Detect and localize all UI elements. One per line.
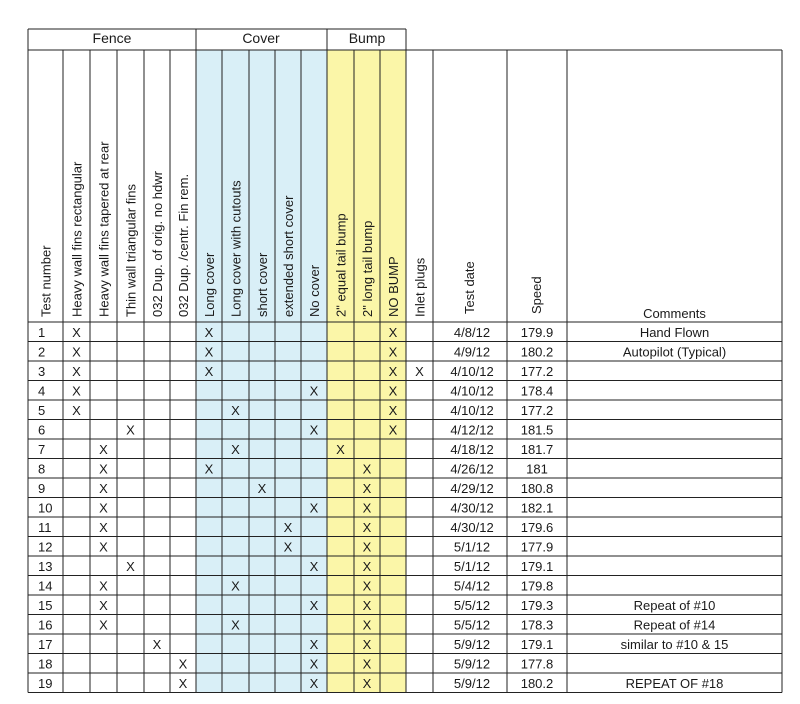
row-mark: X (362, 617, 372, 633)
row-mark: X (152, 637, 162, 652)
row-mark: X (99, 598, 108, 613)
row-mark: X (283, 520, 293, 535)
row-speed: 181.7 (520, 442, 554, 457)
row-test-number: 15 (38, 598, 53, 613)
row-test-date: 4/10/12 (450, 383, 494, 399)
row-speed: 179.9 (520, 325, 554, 340)
column-header-short-cover: short cover (255, 252, 270, 317)
column-header-equal-tail-bump: 2" equal tail bump (333, 213, 349, 317)
row-test-number: 11 (38, 520, 52, 535)
row-test-date: 4/18/12 (450, 442, 494, 457)
column-header-comments: Comments (643, 306, 706, 321)
row-speed: 179.8 (520, 578, 554, 594)
row-speed: 179.1 (520, 559, 554, 574)
column-header-test-date: Test date (462, 261, 477, 314)
row-test-number: 5 (38, 403, 46, 418)
row-mark: X (309, 500, 319, 516)
row-speed: 179.1 (520, 637, 554, 652)
row-mark: X (99, 539, 108, 555)
row-mark: X (99, 520, 108, 535)
row-mark: X (72, 383, 81, 399)
row-mark: X (388, 403, 398, 418)
column-header-dup-orig: 032 Dup. of orig. no hdwr (150, 171, 165, 317)
row-test-date: 4/29/12 (450, 481, 494, 496)
row-mark: X (72, 325, 81, 340)
row-test-number: 9 (38, 481, 46, 496)
row-test-date: 5/9/12 (453, 637, 491, 652)
row-mark: X (309, 383, 319, 399)
row-mark: X (99, 481, 108, 496)
group-fence-label: Fence (92, 30, 132, 46)
row-mark: X (362, 481, 372, 496)
column-header-long-tail-bump: 2" long tail bump (360, 220, 375, 317)
row-mark: X (204, 364, 214, 379)
row-mark: X (99, 617, 108, 633)
row-comment: REPEAT OF #18 (625, 676, 724, 691)
row-mark: X (362, 656, 372, 672)
row-speed: 181 (526, 461, 548, 477)
column-header-dup-centr: 032 Dup. /centr. Fin rem. (176, 173, 191, 317)
row-test-number: 8 (38, 461, 46, 477)
column-header-no-bump: NO BUMP (386, 256, 401, 317)
row-test-number: 3 (38, 364, 46, 379)
row-test-date: 5/4/12 (453, 578, 491, 594)
row-speed: 181.5 (520, 422, 554, 438)
row-mark: X (309, 598, 319, 613)
row-test-number: 6 (38, 422, 46, 438)
column-header-inlet-plugs: Inlet plugs (412, 257, 428, 317)
row-mark: X (362, 559, 372, 574)
row-mark: X (99, 442, 108, 457)
row-mark: X (309, 422, 319, 438)
row-speed: 177.9 (520, 539, 554, 555)
column-header-speed: Speed (529, 276, 544, 314)
row-test-number: 18 (38, 656, 53, 672)
row-speed: 180.2 (520, 344, 554, 360)
row-comment: Repeat of #14 (633, 617, 716, 633)
row-speed: 179.6 (520, 520, 554, 535)
row-test-date: 5/9/12 (453, 656, 491, 672)
row-test-date: 4/26/12 (450, 461, 494, 477)
row-test-number: 14 (38, 578, 53, 594)
row-test-date: 5/5/12 (453, 598, 491, 613)
row-mark: X (99, 578, 108, 594)
row-mark: X (362, 676, 372, 691)
row-test-date: 5/1/12 (453, 559, 491, 574)
group-bump-label: Bump (348, 30, 386, 46)
row-mark: X (309, 676, 319, 691)
row-speed: 177.2 (520, 403, 554, 418)
row-mark: X (204, 461, 214, 477)
column-header-extended-short-cover: extended short cover (281, 195, 296, 317)
row-test-number: 17 (38, 637, 53, 652)
row-speed: 182.1 (520, 500, 554, 516)
row-mark: X (388, 364, 398, 379)
row-mark: X (231, 403, 240, 418)
row-test-date: 5/5/12 (453, 617, 491, 633)
row-speed: 179.3 (520, 598, 554, 613)
row-mark: X (309, 559, 319, 574)
row-test-date: 4/30/12 (450, 520, 494, 535)
row-comment: Autopilot (Typical) (622, 344, 727, 360)
row-mark: X (362, 598, 372, 613)
row-test-number: 19 (38, 676, 53, 691)
row-mark: X (231, 578, 240, 594)
row-mark: X (231, 442, 240, 457)
row-test-number: 12 (38, 539, 53, 555)
row-mark: X (204, 325, 214, 340)
row-mark: X (126, 559, 135, 574)
row-mark: X (362, 637, 372, 652)
row-mark: X (99, 500, 108, 516)
row-mark: X (309, 637, 319, 652)
row-test-date: 4/8/12 (453, 325, 491, 340)
row-test-date: 5/9/12 (453, 676, 491, 691)
row-test-number: 16 (38, 617, 53, 633)
row-comment: similar to #10 & 15 (620, 637, 729, 652)
row-mark: X (388, 383, 398, 399)
row-speed: 177.2 (520, 364, 554, 379)
row-test-number: 4 (38, 383, 46, 399)
row-mark: X (415, 364, 424, 379)
row-test-date: 4/10/12 (450, 403, 494, 418)
row-test-number: 1 (38, 325, 46, 340)
column-header-long-cover-cutouts: Long cover with cutouts (228, 180, 244, 317)
row-mark: X (336, 442, 345, 457)
row-mark: X (99, 461, 108, 477)
row-speed: 178.4 (520, 383, 554, 399)
column-header-test-number: Test number (38, 245, 54, 317)
column-header-heavy-taper: Heavy wall fins tapered at rear (96, 141, 112, 317)
row-mark: X (388, 422, 398, 438)
row-test-number: 10 (38, 500, 53, 516)
row-test-date: 4/30/12 (450, 500, 494, 516)
row-mark: X (388, 344, 398, 360)
row-comment: Hand Flown (639, 325, 710, 340)
row-test-date: 4/9/12 (453, 344, 491, 360)
group-headers (93, 30, 386, 46)
column-header-no-cover: No cover (307, 264, 322, 317)
row-test-date: 5/1/12 (453, 539, 491, 555)
row-mark: X (178, 656, 188, 672)
row-mark: X (362, 578, 372, 594)
row-mark: X (231, 617, 240, 633)
row-mark: X (72, 344, 81, 360)
row-mark: X (309, 656, 319, 672)
row-test-date: 4/10/12 (450, 364, 494, 379)
row-mark: X (126, 422, 135, 438)
row-comment: Repeat of #10 (633, 598, 716, 613)
row-test-date: 4/12/12 (450, 422, 494, 438)
row-mark: X (362, 461, 372, 477)
row-speed: 177.8 (520, 656, 554, 672)
row-test-number: 2 (38, 344, 46, 360)
row-mark: X (178, 676, 188, 691)
row-mark: X (72, 403, 81, 418)
row-test-number: 7 (38, 442, 46, 457)
column-header-heavy-rect: Heavy wall fins rectangular (69, 161, 85, 317)
cover-column-shading (196, 50, 327, 693)
row-mark: X (388, 325, 398, 340)
row-mark: X (204, 344, 214, 360)
row-speed: 180.8 (520, 481, 554, 496)
row-mark: X (257, 481, 267, 496)
row-mark: X (362, 539, 372, 555)
column-header-thin-tri: Thin wall triangular fins (123, 184, 139, 317)
row-test-number: 13 (38, 559, 53, 574)
column-header-long-cover: Long cover (202, 252, 217, 317)
row-speed: 180.2 (520, 676, 554, 691)
group-cover-label: Cover (242, 30, 280, 46)
row-mark: X (362, 520, 372, 535)
row-mark: X (362, 500, 372, 516)
row-mark: X (283, 539, 293, 555)
row-mark: X (72, 364, 81, 379)
row-speed: 178.3 (520, 617, 554, 633)
